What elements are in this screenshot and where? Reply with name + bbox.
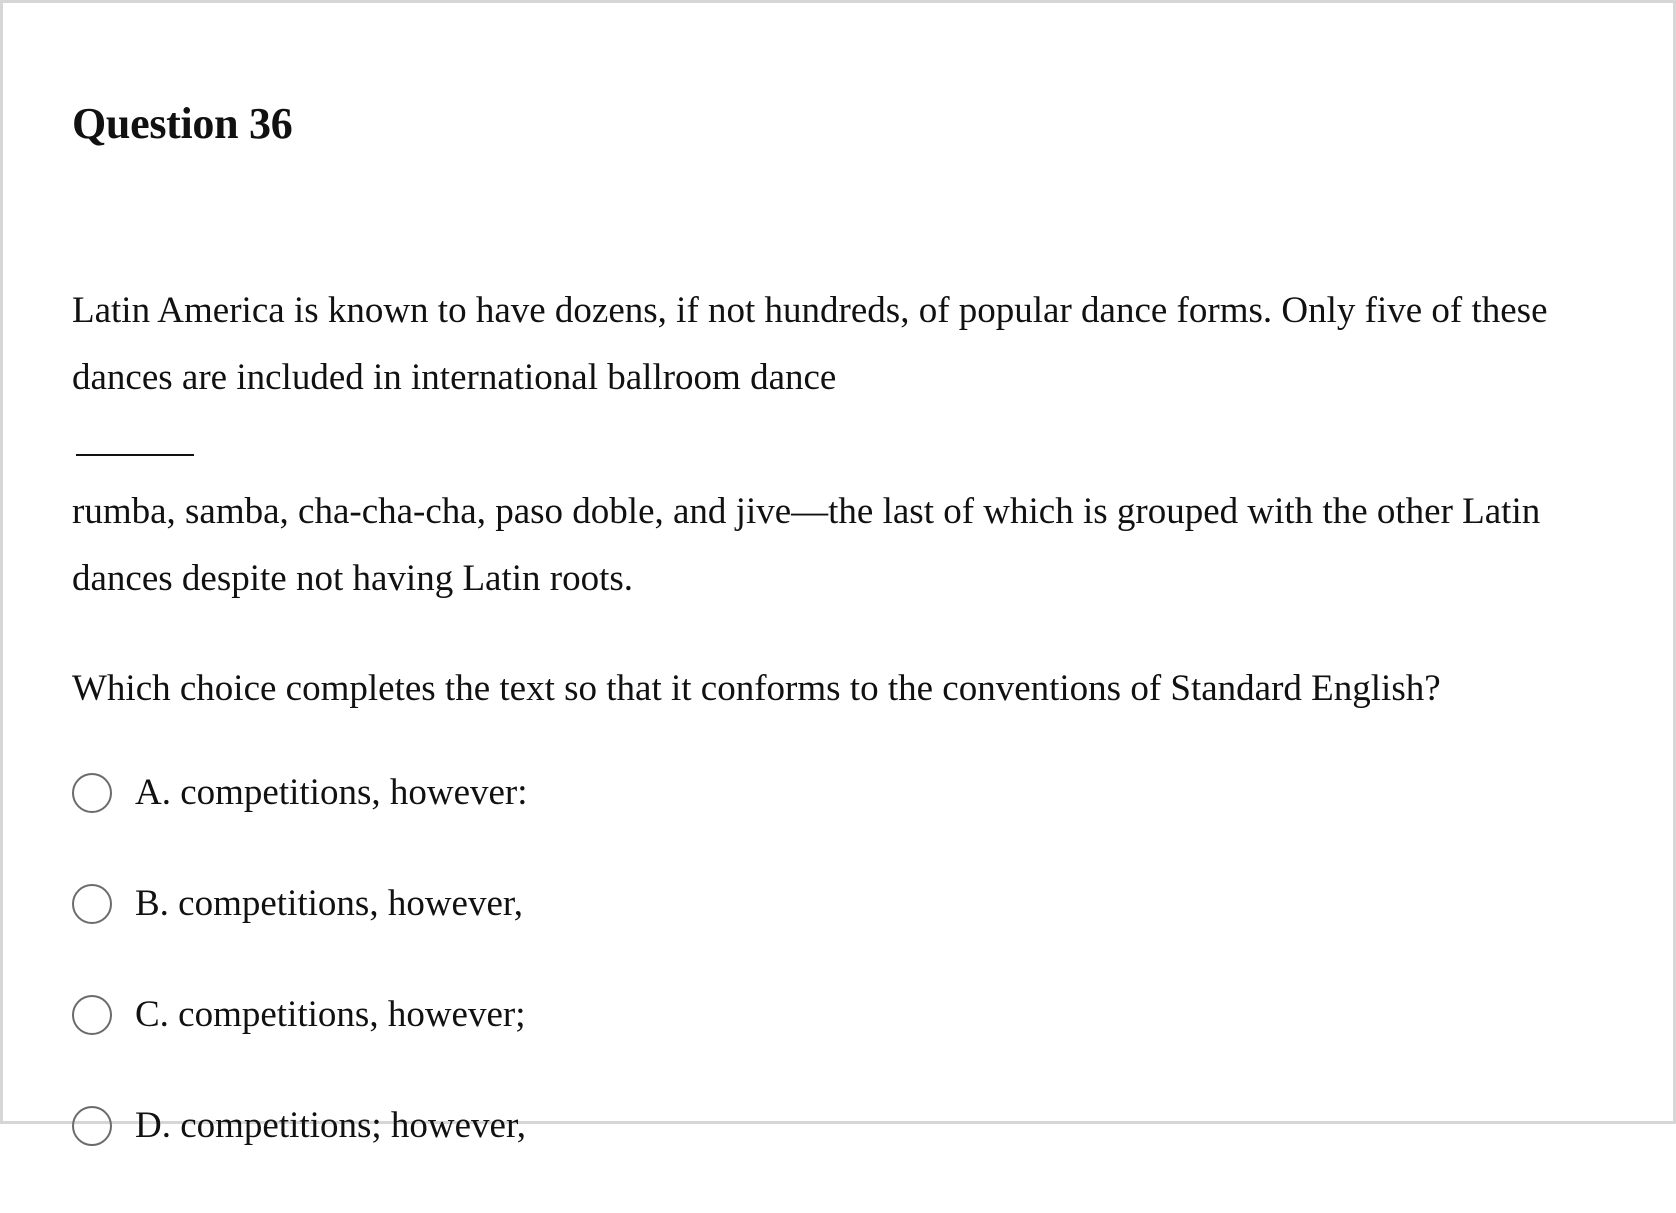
passage-part-2: rumba, samba, cha-cha-cha, paso doble, and jive—the last of which is grouped with the other Latin dances despite not having Latin roots.: [72, 491, 1541, 599]
choice-d[interactable]: [72, 1102, 1632, 1150]
choice-b-label: B. competitions, however,: [135, 883, 523, 924]
choice-c-label: C. competitions, however;: [135, 994, 526, 1035]
radio-button-d[interactable]: [72, 1106, 112, 1146]
answer-choices: [72, 769, 1632, 1150]
question-title: Question 36: [72, 99, 293, 148]
passage-text: [72, 210, 1632, 612]
radio-button-b[interactable]: [72, 884, 112, 924]
choice-b[interactable]: [72, 880, 1632, 928]
choice-a-label: A. competitions, however:: [135, 772, 528, 813]
answer-blank: [76, 424, 194, 456]
radio-button-c[interactable]: [72, 995, 112, 1035]
radio-button-a[interactable]: [72, 773, 112, 813]
question-prompt: Which choice completes the text so that it conforms to the conventions of Standard English?: [72, 668, 1441, 709]
choice-d-label: D. competitions; however,: [135, 1105, 527, 1146]
question-content: [72, 98, 1632, 1213]
passage-part-1: Latin America is known to have dozens, if not hundreds, of popular dance forms. Only five of these dances are included in international ballroom dance: [72, 290, 1548, 398]
choice-a[interactable]: [72, 769, 1632, 817]
choice-c[interactable]: [72, 991, 1632, 1039]
